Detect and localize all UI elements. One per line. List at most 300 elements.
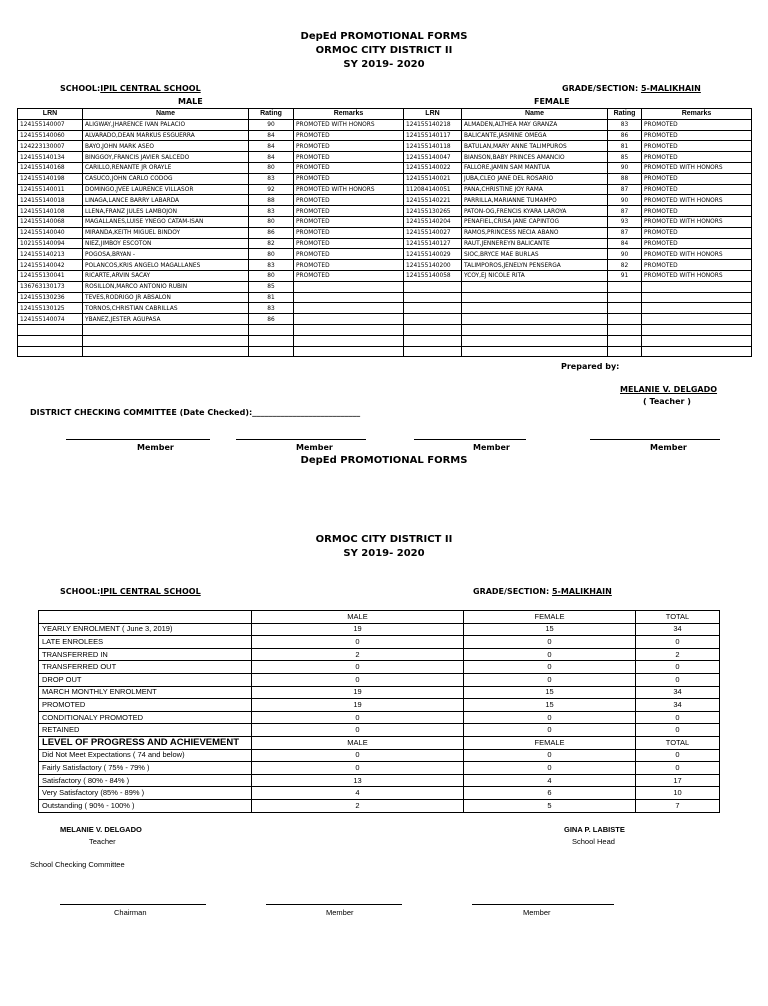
signature-line [236, 439, 366, 440]
table-row [18, 238, 752, 249]
count-cell: 0 [252, 673, 464, 686]
row-label: Did Not Meet Expectations ( 74 and below) [39, 749, 252, 762]
count-cell: MALE [252, 736, 464, 749]
count-cell: 0 [464, 762, 636, 775]
district-title: ORMOC CITY DISTRICT II [315, 45, 453, 56]
name-cell: RAUT,JENNEREYN BALICANTE [462, 238, 608, 249]
summary-header-cell: FEMALE [464, 611, 636, 624]
rating-cell [249, 346, 294, 357]
remarks-cell: PROMOTED [294, 260, 404, 271]
name-cell [83, 346, 249, 357]
lrn-cell: 124155140200 [404, 260, 462, 271]
table-row [18, 346, 752, 357]
count-cell: 0 [252, 749, 464, 762]
row-label: TRANSFERRED IN [39, 648, 252, 661]
lrn-cell: 124155140040 [18, 227, 83, 238]
column-header: Name [462, 109, 608, 120]
rating-cell: 87 [608, 184, 642, 195]
name-cell: TORNOS,CHRISTIAN CABRILLAS [83, 303, 249, 314]
name-cell [462, 335, 608, 346]
remarks-cell: PROMOTED [294, 270, 404, 281]
row-label: DROP OUT [39, 673, 252, 686]
member-label: Member [650, 443, 687, 452]
rating-cell [608, 292, 642, 303]
remarks-cell: PROMOTED [294, 141, 404, 152]
table-row [39, 787, 720, 800]
member-label: Member [137, 443, 174, 452]
rating-cell [608, 303, 642, 314]
member-label: Member [326, 908, 354, 917]
lrn-cell [404, 292, 462, 303]
count-cell: 5 [464, 799, 636, 812]
rating-cell: 83 [249, 303, 294, 314]
rating-cell: 83 [608, 119, 642, 130]
name-cell: ROSILLON,MARCO ANTONIO RUBIN [83, 281, 249, 292]
name-cell: PENAFIEL,CRISA JANE CAPINTOG [462, 216, 608, 227]
lrn-cell: 102155140094 [18, 238, 83, 249]
count-cell: 0 [252, 636, 464, 649]
lrn-cell: 124155130041 [18, 270, 83, 281]
count-cell: 0 [464, 648, 636, 661]
name-cell: POLANCOS,KRIS ANGELO MAGALLANES [83, 260, 249, 271]
rating-cell: 90 [249, 119, 294, 130]
remarks-cell [294, 324, 404, 335]
signature-line [590, 439, 720, 440]
remarks-cell: PROMOTED [294, 195, 404, 206]
grade-label: GRADE/SECTION: [473, 587, 552, 596]
rating-cell: 90 [608, 249, 642, 260]
remarks-cell: PROMOTED [294, 249, 404, 260]
remarks-cell: PROMOTED [642, 227, 752, 238]
name-cell [83, 324, 249, 335]
remarks-cell: PROMOTED [294, 162, 404, 173]
lrn-cell: 124155140007 [18, 119, 83, 130]
rating-cell [608, 314, 642, 325]
school-name: IPIL CENTRAL SCHOOL [100, 84, 201, 93]
remarks-cell [294, 314, 404, 325]
count-cell: 19 [252, 686, 464, 699]
remarks-cell: PROMOTED WITH HONORS [642, 162, 752, 173]
teacher-role-2: Teacher [89, 837, 116, 846]
lrn-cell: 124155140117 [404, 130, 462, 141]
table-row [39, 799, 720, 812]
rating-cell: 90 [608, 162, 642, 173]
lrn-cell: 124155140047 [404, 152, 462, 163]
remarks-cell: PROMOTED [642, 184, 752, 195]
column-header: Remarks [294, 109, 404, 120]
remarks-cell: PROMOTED [642, 206, 752, 217]
rating-cell: 90 [608, 195, 642, 206]
lrn-cell: 136763130173 [18, 281, 83, 292]
name-cell: ALMADEN,ALTHEA MAY GRANZA [462, 119, 608, 130]
lrn-cell: 124155140027 [404, 227, 462, 238]
lrn-cell [18, 346, 83, 357]
rating-cell: 83 [249, 260, 294, 271]
lrn-cell [404, 324, 462, 335]
count-cell: 0 [464, 673, 636, 686]
table-row [39, 699, 720, 712]
remarks-cell: PROMOTED [294, 173, 404, 184]
count-cell: 4 [252, 787, 464, 800]
teacher-role: ( Teacher ) [643, 397, 691, 406]
remarks-cell: PROMOTED [642, 141, 752, 152]
table-row [18, 270, 752, 281]
name-cell: ALIGWAY,JHARENCE IVAN PALACIO [83, 119, 249, 130]
count-cell: 0 [636, 636, 720, 649]
lrn-cell: 124155140221 [404, 195, 462, 206]
count-cell: 34 [636, 686, 720, 699]
count-cell: 2 [252, 648, 464, 661]
remarks-cell: PROMOTED [642, 238, 752, 249]
rating-cell [608, 346, 642, 357]
name-cell: PATON-OG,FRENCIS KYARA LAROYA [462, 206, 608, 217]
lrn-cell: 124155140108 [18, 206, 83, 217]
remarks-cell: PROMOTED [294, 130, 404, 141]
form-title: DepEd PROMOTIONAL FORMS [300, 31, 468, 42]
table-row [18, 173, 752, 184]
rating-cell: 86 [249, 227, 294, 238]
lrn-cell [404, 281, 462, 292]
row-label: LATE ENROLEES [39, 636, 252, 649]
member-label: Member [296, 443, 333, 452]
remarks-cell: PROMOTED [642, 152, 752, 163]
table-row [18, 227, 752, 238]
remarks-cell: PROMOTED [642, 119, 752, 130]
summary-header-cell [39, 611, 252, 624]
summary-header-cell: MALE [252, 611, 464, 624]
table-row [39, 661, 720, 674]
name-cell [462, 281, 608, 292]
member-label: Member [473, 443, 510, 452]
name-cell: TALIMPOROS,JENELYN PENSERGA [462, 260, 608, 271]
male-heading: MALE [178, 97, 203, 106]
name-cell [83, 335, 249, 346]
rating-cell: 83 [249, 206, 294, 217]
rating-cell: 85 [249, 281, 294, 292]
lrn-cell [404, 346, 462, 357]
grade-section: 5-MALIKHAIN [640, 84, 701, 93]
name-cell: LINAGA,LANCE BARRY LABARDA [83, 195, 249, 206]
name-cell: CARILLO,RENANTE JR ORAYLE [83, 162, 249, 173]
remarks-cell: PROMOTED WITH HONORS [642, 195, 752, 206]
count-cell: 13 [252, 774, 464, 787]
table-row [39, 724, 720, 737]
rating-cell: 80 [249, 270, 294, 281]
row-label: RETAINED [39, 724, 252, 737]
name-cell: ALVARADO,DEAN MARKUS ESGUERRA [83, 130, 249, 141]
lrn-cell: 124155140074 [18, 314, 83, 325]
name-cell: NIEZ,JIMBOY ESCOTON [83, 238, 249, 249]
rating-cell: 88 [608, 173, 642, 184]
count-cell: 0 [636, 749, 720, 762]
school-head-role: School Head [572, 837, 615, 846]
remarks-cell [642, 314, 752, 325]
remarks-cell [294, 292, 404, 303]
count-cell: 34 [636, 699, 720, 712]
count-cell: 17 [636, 774, 720, 787]
rating-cell: 87 [608, 227, 642, 238]
lrn-cell: 112084140051 [404, 184, 462, 195]
table-row [39, 673, 720, 686]
table-row [39, 711, 720, 724]
remarks-cell [642, 303, 752, 314]
remarks-cell: PROMOTED [294, 238, 404, 249]
remarks-cell: PROMOTED WITH HONORS [294, 184, 404, 195]
remarks-cell: PROMOTED [642, 130, 752, 141]
lrn-cell: 124155130236 [18, 292, 83, 303]
rating-cell: 92 [249, 184, 294, 195]
table-row [18, 314, 752, 325]
name-cell: MAGALLANES,LUISE YNEGO CATAM-ISAN [83, 216, 249, 227]
name-cell: POGOSA,BRYAN - [83, 249, 249, 260]
count-cell: 6 [464, 787, 636, 800]
district-committee-line: DISTRICT CHECKING COMMITTEE (Date Checked):___________________________ [30, 408, 361, 417]
rating-cell: 84 [249, 130, 294, 141]
table-row [18, 335, 752, 346]
lrn-cell [18, 335, 83, 346]
rating-cell [608, 335, 642, 346]
count-cell: 0 [636, 724, 720, 737]
school-committee-label: School Checking Committee [30, 860, 125, 869]
column-header: Remarks [642, 109, 752, 120]
count-cell: 0 [464, 661, 636, 674]
row-label: MARCH MONTHLY ENROLMENT [39, 686, 252, 699]
lrn-cell: 124155140018 [18, 195, 83, 206]
district-title-2: ORMOC CITY DISTRICT II [315, 534, 453, 545]
school-year: SY 2019- 2020 [343, 59, 425, 70]
name-cell: RAMOS,PRINCESS NECIA ABANO [462, 227, 608, 238]
name-cell: YBANEZ,JESTER AGUPASA [83, 314, 249, 325]
signature-line [414, 439, 526, 440]
lrn-cell: 124223130007 [18, 141, 83, 152]
name-cell: BIANSON,BABY PRINCES AMANCIO [462, 152, 608, 163]
row-label: TRANSFERRED OUT [39, 661, 252, 674]
school-line-2 [60, 587, 201, 596]
count-cell: 15 [464, 686, 636, 699]
rating-cell: 80 [249, 162, 294, 173]
lrn-cell: 124155140168 [18, 162, 83, 173]
member-label: Member [523, 908, 551, 917]
roster-body [18, 109, 752, 357]
signature-line [266, 904, 402, 905]
name-cell: BINGGOY,FRANCIS JAVIER SALCEDO [83, 152, 249, 163]
lrn-cell: 124155140042 [18, 260, 83, 271]
school-label: SCHOOL: [60, 587, 101, 596]
remarks-cell [294, 303, 404, 314]
lrn-cell: 124155140029 [404, 249, 462, 260]
lrn-cell [404, 314, 462, 325]
table-row [18, 292, 752, 303]
lrn-cell: 124155140058 [404, 270, 462, 281]
school-label: SCHOOL: [60, 84, 101, 93]
table-row [18, 260, 752, 271]
table-row [18, 162, 752, 173]
name-cell: CASUCO,JOHN CARLO CODOG [83, 173, 249, 184]
table-row [18, 249, 752, 260]
row-label: PROMOTED [39, 699, 252, 712]
lrn-cell: 124155130125 [18, 303, 83, 314]
remarks-cell: PROMOTED [294, 216, 404, 227]
rating-cell: 85 [608, 152, 642, 163]
signature-line [472, 904, 614, 905]
table-row [39, 736, 720, 749]
rating-cell: 82 [249, 238, 294, 249]
row-label: YEARLY ENROLMENT ( June 3, 2019) [39, 623, 252, 636]
table-row [39, 749, 720, 762]
lrn-cell: 124155140118 [404, 141, 462, 152]
remarks-cell [642, 346, 752, 357]
count-cell: 0 [464, 636, 636, 649]
remarks-cell [642, 292, 752, 303]
rating-cell: 84 [249, 141, 294, 152]
count-cell: 2 [252, 799, 464, 812]
rating-cell: 93 [608, 216, 642, 227]
name-cell: LLENA,FRANZ JULES LAMBOJON [83, 206, 249, 217]
table-row [39, 648, 720, 661]
remarks-cell: PROMOTED [294, 206, 404, 217]
count-cell: 0 [252, 711, 464, 724]
name-cell [462, 314, 608, 325]
table-row [39, 686, 720, 699]
lrn-cell: 124155140022 [404, 162, 462, 173]
remarks-cell: PROMOTED [642, 173, 752, 184]
remarks-cell [642, 324, 752, 335]
name-cell: RICARTE,ARVIN SACAY [83, 270, 249, 281]
rating-cell: 88 [249, 195, 294, 206]
count-cell: 0 [252, 762, 464, 775]
grade-label: GRADE/SECTION: [562, 84, 641, 93]
remarks-cell: PROMOTED WITH HONORS [642, 270, 752, 281]
name-cell: BAYO,JOHN MARK ASEO [83, 141, 249, 152]
remarks-cell: PROMOTED [294, 227, 404, 238]
table-row [18, 303, 752, 314]
remarks-cell [294, 335, 404, 346]
name-cell: TEVES,RODRIGO JR ABSALON [83, 292, 249, 303]
count-cell: 15 [464, 623, 636, 636]
name-cell: DOMINGO,JVEE LAURENCE VILLASOR [83, 184, 249, 195]
prepared-by-label: Prepared by: [561, 362, 620, 371]
rating-cell: 86 [608, 130, 642, 141]
rating-cell: 82 [608, 260, 642, 271]
table-row [18, 216, 752, 227]
name-cell: JUBA,CLEO JANE DEL ROSARIO [462, 173, 608, 184]
female-heading: FEMALE [534, 97, 570, 106]
school-name: IPIL CENTRAL SCHOOL [100, 587, 201, 596]
count-cell: 0 [464, 749, 636, 762]
column-header: Rating [249, 109, 294, 120]
remarks-cell: PROMOTED WITH HONORS [642, 249, 752, 260]
count-cell: 4 [464, 774, 636, 787]
row-label: Satisfactory ( 80% - 84% ) [39, 774, 252, 787]
row-label: Very Satisfactory (85% - 89% ) [39, 787, 252, 800]
table-row [18, 281, 752, 292]
rating-cell: 81 [249, 292, 294, 303]
lrn-cell: 124155140068 [18, 216, 83, 227]
count-cell: 0 [464, 711, 636, 724]
count-cell: 0 [636, 711, 720, 724]
name-cell [462, 346, 608, 357]
rating-cell [249, 324, 294, 335]
count-cell: 0 [636, 762, 720, 775]
table-row [39, 623, 720, 636]
chairman-label: Chairman [114, 908, 147, 917]
count-cell: 34 [636, 623, 720, 636]
rating-cell: 91 [608, 270, 642, 281]
lrn-cell: 124155140011 [18, 184, 83, 195]
rating-cell: 83 [249, 173, 294, 184]
school-line [60, 84, 201, 93]
rating-cell: 80 [249, 216, 294, 227]
count-cell: 0 [636, 661, 720, 674]
table-row [39, 762, 720, 775]
table-row [18, 130, 752, 141]
table-row [18, 324, 752, 335]
count-cell: 7 [636, 799, 720, 812]
remarks-cell [642, 281, 752, 292]
lrn-cell [404, 335, 462, 346]
summary-header-cell: TOTAL [636, 611, 720, 624]
remarks-cell [642, 335, 752, 346]
name-cell: MIRANDA,KEITH MIGUEL BINDOY [83, 227, 249, 238]
grade-section: 5-MALIKHAIN [551, 587, 612, 596]
remarks-cell: PROMOTED WITH HONORS [294, 119, 404, 130]
school-head-name: GINA P. LABISTE [564, 825, 625, 834]
table-row [18, 141, 752, 152]
roster-table [17, 108, 752, 357]
name-cell: BALICANTE,JASMINE OMEGA [462, 130, 608, 141]
row-label: Outstanding ( 90% - 100% ) [39, 799, 252, 812]
remarks-cell: PROMOTED [642, 260, 752, 271]
count-cell: 2 [636, 648, 720, 661]
lrn-cell: 124155140060 [18, 130, 83, 141]
name-cell [462, 324, 608, 335]
lrn-cell: 124155140204 [404, 216, 462, 227]
column-header: Name [83, 109, 249, 120]
count-cell: 0 [252, 724, 464, 737]
name-cell: PANA,CHRISTINE JOY RAMA [462, 184, 608, 195]
table-row [18, 152, 752, 163]
roster-header-row [18, 109, 752, 120]
remarks-cell: PROMOTED WITH HONORS [642, 216, 752, 227]
name-cell [462, 303, 608, 314]
lrn-cell: 124155130265 [404, 206, 462, 217]
table-row [18, 119, 752, 130]
count-cell: 0 [252, 661, 464, 674]
lrn-cell: 124155140218 [404, 119, 462, 130]
count-cell: 0 [464, 724, 636, 737]
table-row [39, 636, 720, 649]
table-row [18, 195, 752, 206]
table-row [18, 206, 752, 217]
row-label: Fairly Satisfactory ( 75% - 79% ) [39, 762, 252, 775]
teacher-signature-name: MELANIE V. DELGADO [620, 385, 718, 394]
rating-cell [608, 281, 642, 292]
rating-cell: 87 [608, 206, 642, 217]
rating-cell: 84 [249, 152, 294, 163]
count-cell: 0 [636, 673, 720, 686]
name-cell: BATULAN,MARY ANNE TALIMPUROS [462, 141, 608, 152]
summary-header-row [39, 611, 720, 624]
remarks-cell [294, 346, 404, 357]
rating-cell: 80 [249, 249, 294, 260]
summary-body [39, 611, 720, 813]
row-label: CONDITIONALY PROMOTED [39, 711, 252, 724]
table-row [39, 774, 720, 787]
row-label: LEVEL OF PROGRESS AND ACHIEVEMENT [39, 736, 252, 749]
school-year-2: SY 2019- 2020 [343, 548, 425, 559]
name-cell [462, 292, 608, 303]
rating-cell [608, 324, 642, 335]
